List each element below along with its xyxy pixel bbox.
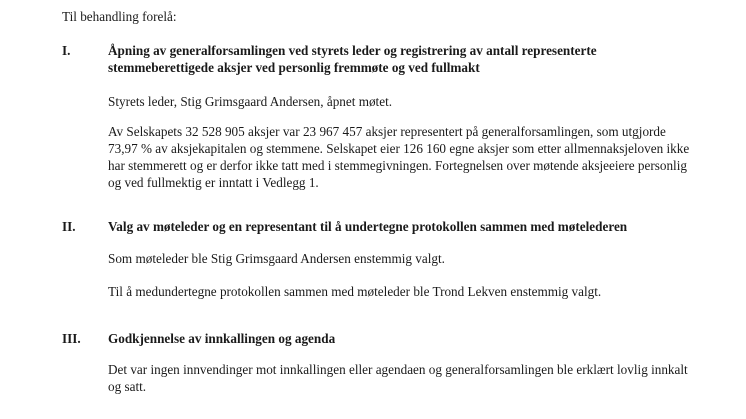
section-paragraph: Styrets leder, Stig Grimsgaard Andersen, åpnet møtet. bbox=[108, 94, 393, 109]
section-number: III. bbox=[62, 331, 81, 346]
section-heading: Åpning av generalforsamlingen ved styrets leder og registrering av antall representerte stemmeberettigede aksjer ved personlig fremmøte og ved fullmakt bbox=[108, 43, 597, 75]
section-paragraph: Av Selskapets 32 528 905 aksjer var 23 967 457 aksjer representert på generalforsamlingen, som utgjorde 73,97 % av aksjekapitalen og stemmene. Selskapet eier 126 160 egne aksjer som etter allmennaksjeloven ikke har stemmerett og er derfor ikke tatt med i stemmegivningen. Fortegnelsen over møtende aksjeeiere personlig og ved fullmektig er inntatt i Vedlegg 1. bbox=[108, 124, 690, 190]
section-paragraph: Til å medundertegne protokollen sammen med møteleder ble Trond Lekven enstemmig valgt. bbox=[108, 284, 602, 299]
section-paragraph: Som møteleder ble Stig Grimsgaard Andersen enstemmig valgt. bbox=[108, 251, 445, 266]
intro-text: Til behandling forelå: bbox=[62, 9, 177, 24]
section-paragraph: Det var ingen innvendinger mot innkallingen eller agendaen og generalforsamlingen ble erklært lovlig innkalt og satt. bbox=[108, 362, 688, 394]
section-heading: Godkjennelse av innkallingen og agenda bbox=[108, 331, 336, 346]
section-number: II. bbox=[62, 219, 76, 234]
section-number: I. bbox=[62, 43, 71, 58]
section-heading: Valg av møteleder og en representant til å undertegne protokollen sammen med møtelederen bbox=[108, 219, 628, 234]
